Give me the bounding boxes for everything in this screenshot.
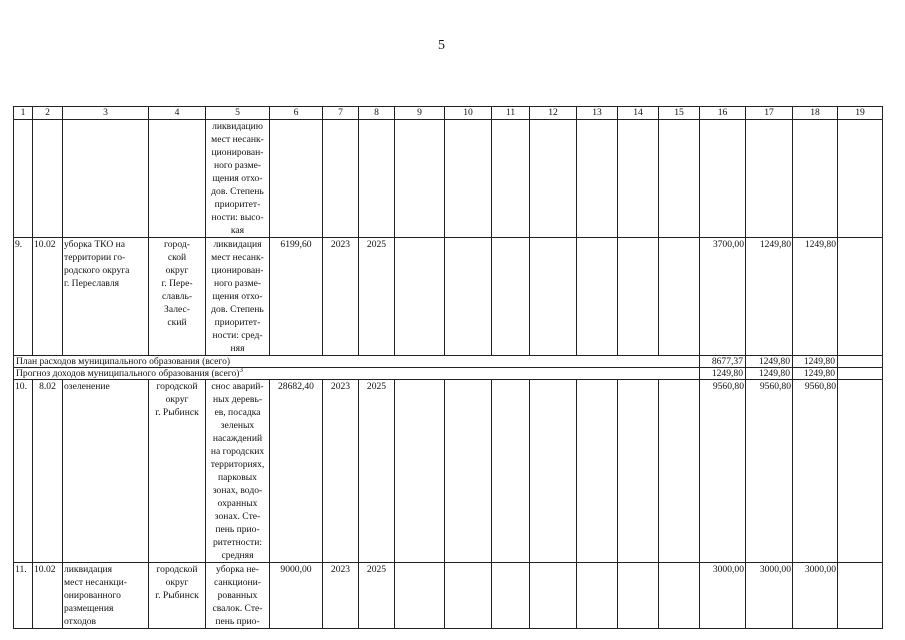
continuation-row (14, 120, 883, 238)
row-start-year: 2023 (323, 238, 359, 356)
row-number: 9. (14, 238, 33, 356)
summary-plan-col17: 1249,80 (746, 356, 793, 368)
header-cell: 7 (323, 107, 359, 120)
summary-plan-col18: 1249,80 (793, 356, 838, 368)
header-cell: 16 (700, 107, 746, 120)
header-cell: 3 (63, 107, 149, 120)
header-cell: 12 (530, 107, 577, 120)
row-code: 8.02 (33, 380, 63, 563)
row-col16: 3000,00 (700, 563, 746, 629)
table-row (14, 563, 883, 629)
header-cell: 10 (445, 107, 492, 120)
row-end-year: 2025 (359, 380, 395, 563)
row-name: озеленение (63, 380, 149, 563)
header-cell: 15 (659, 107, 700, 120)
row-description: ликвидация мест несанк- ционирован- ного разме- щения отхо- дов. Степень приоритет- ности: сред- няя (206, 238, 270, 356)
summary-plan-col16: 8677,37 (700, 356, 746, 368)
row-col16: 3700,00 (700, 238, 746, 356)
row-start-year: 2023 (323, 380, 359, 563)
row-code: 10.02 (33, 238, 63, 356)
footnote-marker: 3 (239, 367, 243, 374)
header-row (14, 107, 883, 120)
continuation-description: ликвидацию мест несанк- ционирован- ного разме- щения отхо- дов. Степень приоритет- ности: высо- кая (206, 120, 270, 238)
row-col17: 3000,00 (746, 563, 793, 629)
summary-forecast-col18: 1249,80 (793, 368, 838, 380)
row-col18: 3000,00 (793, 563, 838, 629)
summary-forecast-label: Прогноз доходов муниципального образования (всего) (16, 368, 240, 379)
row-cost: 28682,40 (270, 380, 323, 563)
row-place: городской округ г. Рыбинск (149, 380, 206, 563)
page-number: 5 (438, 38, 445, 53)
header-cell: 1 (14, 107, 33, 120)
table-row (14, 238, 883, 356)
row-name: ликвидация мест несанкци- онированного размещения отходов (63, 563, 149, 629)
summary-forecast-cell (14, 368, 700, 380)
summary-plan-row (14, 356, 883, 368)
row-description: снос аварий- ных деревь- ев, посадка зеленых насаждений на городских территориях, парковых зонах, водо- охранных зонах. Сте- пень прио- ритетности: средняя (206, 380, 270, 563)
row-col16: 9560,80 (700, 380, 746, 563)
header-cell: 9 (395, 107, 445, 120)
table-row (14, 380, 883, 563)
header-cell: 11 (492, 107, 530, 120)
row-end-year: 2025 (359, 238, 395, 356)
row-number: 10. (14, 380, 33, 563)
header-cell: 8 (359, 107, 395, 120)
row-cost: 6199,60 (270, 238, 323, 356)
header-cell: 2 (33, 107, 63, 120)
header-cell: 14 (618, 107, 659, 120)
summary-forecast-row (14, 368, 883, 380)
header-cell: 18 (793, 107, 838, 120)
row-place: город- ской округ г. Пере- славль- Залес- ский (149, 238, 206, 356)
header-cell: 17 (746, 107, 793, 120)
row-col17: 9560,80 (746, 380, 793, 563)
header-cell: 4 (149, 107, 206, 120)
header-cell: 5 (206, 107, 270, 120)
summary-plan-label: План расходов муниципального образования (всего) (14, 356, 700, 368)
row-start-year: 2023 (323, 563, 359, 629)
row-number: 11. (14, 563, 33, 629)
row-col18: 1249,80 (793, 238, 838, 356)
header-cell: 19 (838, 107, 883, 120)
header-cell: 6 (270, 107, 323, 120)
row-place: городской округ г. Рыбинск (149, 563, 206, 629)
row-code: 10.02 (33, 563, 63, 629)
row-description: уборка не- санкциони- рованных свалок. Сте- пень прио- (206, 563, 270, 629)
summary-forecast-col17: 1249,80 (746, 368, 793, 380)
row-name: уборка ТКО на территории го- родского округа г. Переславля (63, 238, 149, 356)
row-cost: 9000,00 (270, 563, 323, 629)
budget-table (13, 106, 883, 629)
header-cell: 13 (577, 107, 618, 120)
row-col18: 9560,80 (793, 380, 838, 563)
row-end-year: 2025 (359, 563, 395, 629)
row-col17: 1249,80 (746, 238, 793, 356)
summary-forecast-col16: 1249,80 (700, 368, 746, 380)
